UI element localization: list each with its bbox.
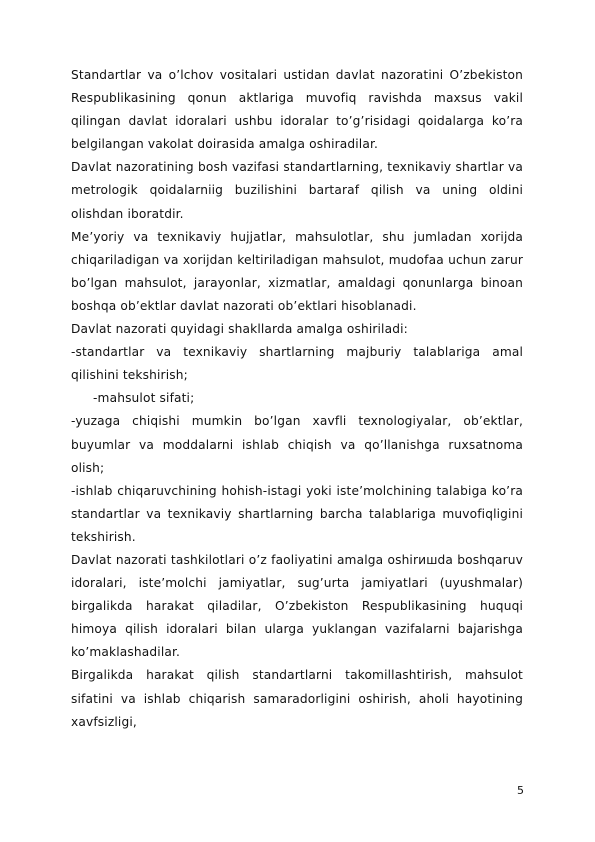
paragraph-state-control-authorities: Standartlar va o’lchov vositalari ustidan davlat nazoratini O’zbekiston Respublikasining qonun aktlariga muvofiq ravishda maxsus vakil qilingan davlat idoralari ushbu idoralar to’g’risidagi qoidalarga ko’ra belgilangan vakolat doirasida amalga oshiradilar. — [71, 68, 523, 152]
paragraph-cooperation: Davlat nazorati tashkilotlari o’z faoliyatini amalga oshirишda boshqaruv idoralari, iste’molchi jamiyatlar, sug’urta jamiyatlari (uyushmalar) birgalikda harakat qiladilar, O’zbekiston Respublikasining huquqi himoya qilish idoralari bilan ularga yuklangan vazifalarni bajarishga ko’maklashadilar. — [71, 552, 523, 660]
paragraph-joint-actions: Birgalikda harakat qilish standartlarni takomillashtirish, mahsulot sifatini va ishlab chiqarish samaradorligini oshirish, aholi hayotining xavfsizligi, — [71, 668, 523, 729]
list-item-hazard-permits: -yuzaga chiqishi mumkin bo’lgan xavfli texnologiyalar, ob’ektlar, buyumlar va moddalarni ishlab chiqish va qo’llanishga ruxsatnoma olish; — [71, 414, 523, 475]
list-item-product-quality: -mahsulot sifati; — [93, 391, 195, 406]
page-number: 5 — [517, 784, 524, 797]
page-body — [71, 64, 523, 734]
list-item-compliance-check: -ishlab chiqaruvchining hohish-istagi yoki iste’molchining talabiga ko’ra standartlar va texnikaviy shartlarning barcha talablariga muvofiqligini tekshirish. — [71, 483, 523, 544]
list-item-requirements-check: -standartlar va texnikaviy shartlarning majburiy talablariga amal qilishini tekshirish; — [71, 345, 523, 383]
paragraph-control-objects: Me’yoriy va texnikaviy hujjatlar, mahsulotlar, shu jumladan xorijda chiqariladigan va xorijdan keltiriladigan mahsulot, mudofaa uchun zarur bo’lgan mahsulot, jarayonlar, xizmatlar, amaldagi qonunlarga binoan boshqa ob’ektlar davlat nazorati ob’ektlari hisoblanadi. — [71, 229, 523, 313]
paragraph-control-forms-intro: Davlat nazorati quyidagi shakllarda amalga oshiriladi: — [71, 322, 408, 337]
paragraph-main-task: Davlat nazoratining bosh vazifasi standartlarning, texnikaviy shartlar va metrologik qoidalarniig buzilishini bartaraf qilish va uning oldini olishdan iboratdir. — [71, 160, 523, 221]
